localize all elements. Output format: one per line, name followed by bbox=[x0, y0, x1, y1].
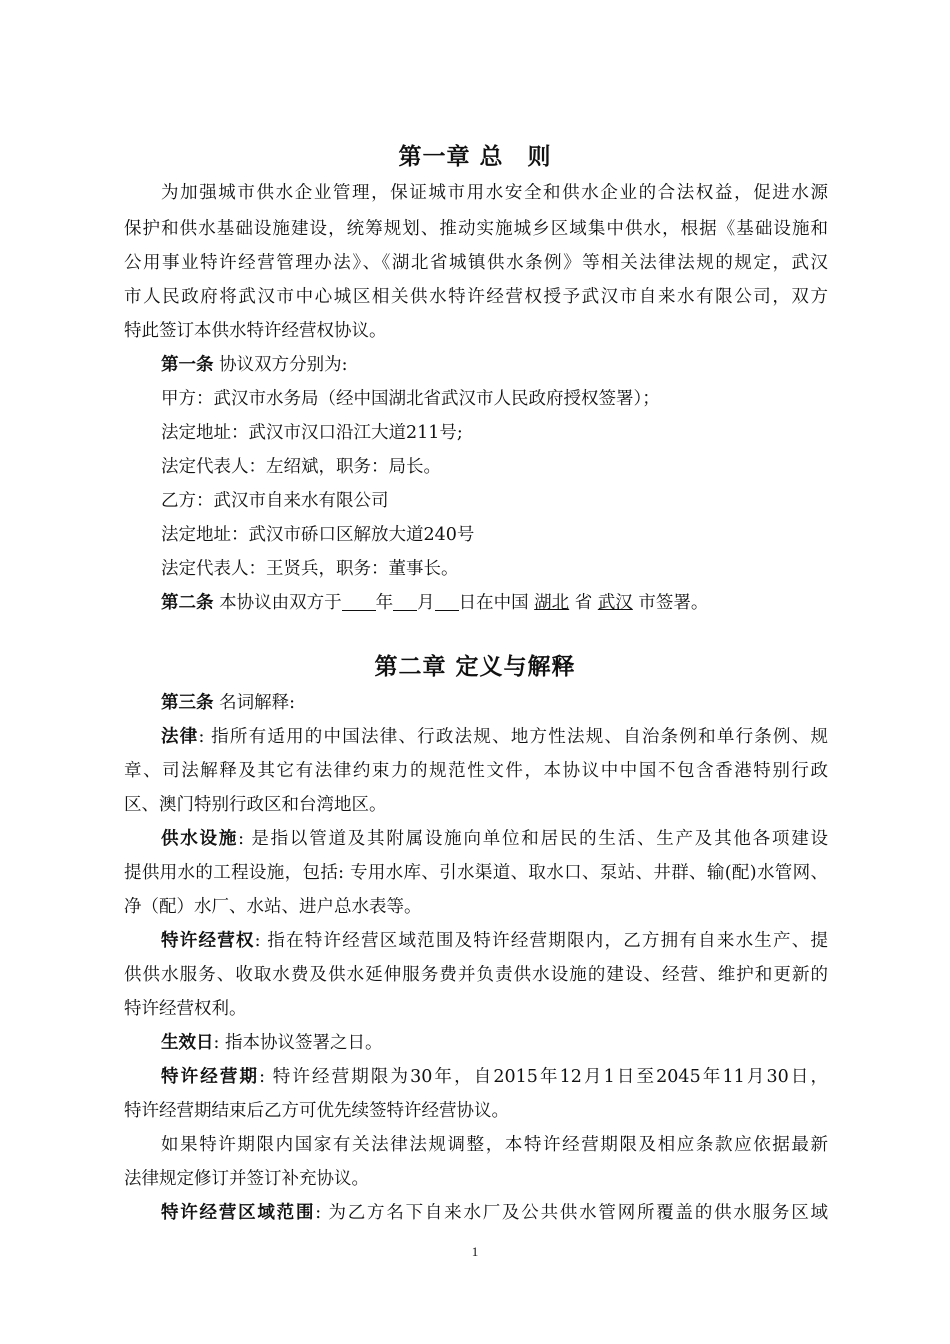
party-b: 乙方：武汉市自来水有限公司 bbox=[161, 491, 389, 511]
adjust-paragraph-line: 法律规定修订并签订补充协议。 bbox=[124, 1169, 369, 1189]
definition-line: 章、司法解释及其它有法律约束力的规范性文件，本协议中中国不包含香港特别行政 bbox=[124, 761, 828, 781]
term-period: 特许经营期 bbox=[161, 1067, 260, 1087]
party-a: 甲方：武汉市水务局（经中国湖北省武汉市人民政府授权签署）； bbox=[161, 389, 660, 409]
month-blank bbox=[393, 592, 417, 611]
month-label: 月 bbox=[417, 593, 435, 613]
article-1-text: 协议双方分别为: bbox=[219, 355, 348, 375]
definition-period bbox=[161, 1066, 828, 1088]
day-label: 日在中国 bbox=[458, 593, 529, 613]
definition-law bbox=[161, 726, 828, 748]
definition-line: 提供用水的工程设施，包括: 专用水库、引水渠道、取水口、泵站、井群、输(配)水管网、 bbox=[124, 863, 828, 883]
preamble-line: 特此签订本供水特许经营权协议。 bbox=[124, 321, 387, 341]
definition-line: 特许经营期结束后乙方可优先续签特许经营协议。 bbox=[124, 1101, 509, 1121]
chapter-2-title: 第二章 定义与解释 bbox=[374, 654, 576, 680]
province-field: 湖北 bbox=[534, 593, 570, 613]
definition-text: : 特许经营期限为30年，自2015年12月1日至2045年11月30日， bbox=[259, 1067, 828, 1087]
article-3 bbox=[161, 692, 828, 714]
article-2 bbox=[161, 592, 828, 614]
definition-line: 区、澳门特别行政区和台湾地区。 bbox=[124, 795, 387, 815]
article-3-label: 第三条 bbox=[161, 693, 214, 713]
party-b-representative: 法定代表人：王贤兵，职务：董事长。 bbox=[161, 559, 459, 579]
term-franchise: 特许经营权 bbox=[161, 931, 255, 951]
definition-text: : 指所有适用的中国法律、行政法规、地方性法规、自治条例和单行条例、规 bbox=[198, 727, 828, 747]
definition-line: 净（配）水厂、水站、进户总水表等。 bbox=[124, 897, 422, 917]
preamble-line: 保护和供水基础设施建设，统筹规划、推动实施城乡区域集中供水，根据《基础设施和 bbox=[124, 219, 828, 239]
term-area: 特许经营区域范围 bbox=[161, 1203, 316, 1223]
definition-text: : 指在特许经营区域范围及特许经营期限内，乙方拥有自来水生产、提 bbox=[254, 931, 828, 951]
year-label: 年 bbox=[375, 593, 394, 613]
day-blank bbox=[435, 592, 459, 611]
definition-line: 特许经营权利。 bbox=[124, 999, 247, 1019]
year-blank bbox=[342, 592, 376, 611]
article-2-text: 本协议由双方于 bbox=[219, 593, 342, 613]
article-1 bbox=[161, 354, 828, 376]
term-effective: 生效日 bbox=[161, 1033, 214, 1053]
definition-area bbox=[161, 1202, 828, 1224]
definition-franchise bbox=[161, 930, 828, 952]
term-facility: 供水设施 bbox=[161, 829, 239, 849]
party-b-address: 法定地址：武汉市硚口区解放大道240号 bbox=[161, 525, 475, 545]
city-field: 武汉 bbox=[597, 593, 633, 613]
preamble-line: 市人民政府将武汉市中心城区相关供水特许经营权授予武汉市自来水有限公司，双方 bbox=[124, 287, 828, 307]
definition-facility bbox=[161, 828, 828, 850]
city-label: 市签署。 bbox=[638, 593, 709, 613]
article-2-label: 第二条 bbox=[161, 593, 214, 613]
definition-line: 供供水服务、收取水费及供水延伸服务费并负责供水设施的建设、经营、维护和更新的 bbox=[124, 965, 828, 985]
party-a-representative: 法定代表人：左绍斌，职务：局长。 bbox=[161, 457, 441, 477]
page-number: 1 bbox=[471, 1244, 479, 1259]
adjust-paragraph: 如果特许期限内国家有关法律法规调整，本特许经营期限及相应条款应依据最新 bbox=[161, 1135, 828, 1155]
preamble-line: 公用事业特许经营管理办法》、《湖北省城镇供水条例》等相关法律法规的规定，武汉 bbox=[124, 253, 828, 273]
preamble-line: 为加强城市供水企业管理，保证城市用水安全和供水企业的合法权益，促进水源 bbox=[161, 183, 828, 203]
article-1-label: 第一条 bbox=[161, 355, 214, 375]
definition-text: : 是指以管道及其附属设施向单位和居民的生活、生产及其他各项建设 bbox=[238, 829, 828, 849]
party-a-address: 法定地址：武汉市汉口沿江大道211号; bbox=[161, 423, 463, 443]
chapter-1-title: 第一章 总 则 bbox=[398, 144, 552, 170]
definition-text: : 为乙方名下自来水厂及公共供水管网所覆盖的供水服务区域 bbox=[315, 1203, 828, 1223]
article-3-text: 名词解释: bbox=[219, 693, 295, 713]
province-label: 省 bbox=[574, 593, 593, 613]
definition-effective bbox=[161, 1032, 828, 1054]
term-law: 法律 bbox=[161, 727, 199, 747]
definition-text: : 指本协议签署之日。 bbox=[213, 1033, 383, 1053]
